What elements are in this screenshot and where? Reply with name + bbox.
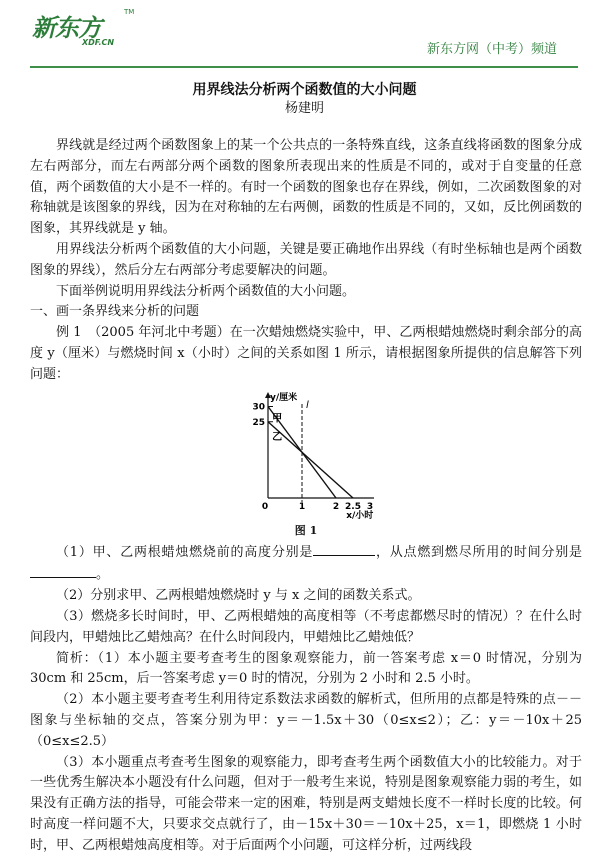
boundary-line-label: l xyxy=(306,399,309,411)
logo-wordmark: 新东方 xyxy=(32,14,101,42)
question-1-part-b: ，从点燃到燃尽所用的时间分别是 xyxy=(375,544,582,560)
section-heading: 一、画一条界线来分析的问题 xyxy=(30,304,200,320)
figure-1 xyxy=(30,386,582,521)
series-label-2: 乙 xyxy=(272,431,283,443)
analysis-2: （2）本小题主要考查考生利用待定系数法求函数的解析式，但所用的点都是特殊的点－－图象与坐标轴的交点，答案分别为甲：y＝－1.5x＋30（0≤x≤2）；乙：y＝－10x＋25（0≤x≤2.5） xyxy=(30,692,582,749)
x-tick-label-5: 3 xyxy=(366,501,374,512)
question-1-part-c: 。 xyxy=(96,567,110,583)
answer-blank-2[interactable] xyxy=(30,563,96,578)
paragraph-intro: 界线就是经过两个函数图象上的某一个公共点的一条特殊直线，这条直线将函数的图象分成左右两部分，而左右两部分两个函数的图象所表现出来的性质是不同的，或对于自变量的任意值，两个函数值的大小是不一样的。有时一个函数的图象也存在界线，例如，二次函数图象的对称轴就是该图象的界线，因为在对称轴的左右两侧，函数的性质是不同的，又如，反比例函数的图象，其界线就是 y 轴。 xyxy=(30,138,582,237)
figure-caption: 图 1 xyxy=(294,523,318,537)
logo-trademark: TM xyxy=(124,8,135,16)
x-tick-label-2: 1 xyxy=(298,501,306,512)
x-axis-label: x/小时 xyxy=(346,510,374,521)
header-divider xyxy=(30,66,578,68)
question-2: （2）分别求甲、乙两根蜡烛燃烧时 y 与 x 之间的函数关系式。 xyxy=(56,588,421,604)
analysis-1: 简析：（1）本小题主要考查考生的图象观察能力，前一答案考虑 x＝0 时情况，分别为 30cm 和 25cm，后一答案考虑 y＝0 时的情况，分别为 2 小时和 2.5 小时。 xyxy=(30,650,582,687)
y-tick-label-2: 25 xyxy=(252,417,265,428)
paragraph-method: 用界线法分析两个函数值的大小问题，关键是要正确地作出界线（有时坐标轴也是两个函数图象的界线），然后分左右两部分考虑要解决的问题。 xyxy=(30,241,582,278)
y-tick-label-1: 30 xyxy=(252,402,265,413)
question-1-part-a: （1）甲、乙两根蜡烛燃烧前的高度分别是 xyxy=(56,544,314,560)
answer-blank-1[interactable] xyxy=(313,541,375,556)
series-label-1: 甲 xyxy=(272,413,283,425)
question-1 xyxy=(30,541,582,587)
article-body xyxy=(30,136,582,857)
x-tick-label-3: 2 xyxy=(332,501,340,512)
channel-name[interactable]: 新东方网（中考）频道 xyxy=(426,42,557,57)
paragraph-lead: 下面举例说明用界线法分析两个函数值的大小问题。 xyxy=(56,283,356,299)
x-tick-label-1: 0 xyxy=(261,501,269,512)
x-tick-label-4: 2.5 xyxy=(345,501,361,512)
article-title: 用界线法分析两个函数值的大小问题 xyxy=(192,82,417,98)
example-1: 例 1 （2005 年河北中考题）在一次蜡烛燃烧实验中，甲、乙两根蜡烛燃烧时剩余部分的高度 y（厘米）与燃烧时间 x（小时）之间的关系如图 1 所示，请根据图象所提供的信息解答下列问题： xyxy=(30,325,582,382)
burning-chart xyxy=(244,386,374,521)
site-logo[interactable] xyxy=(32,8,142,48)
analysis-3: （3）本小题重点考查考生图象的观察能力，即考查考生两个函数值大小的比较能力。对于一些优秀生解决本小题没有什么问题，但对于一般考生来说，特别是图象观察能力弱的考生，如果没有正确方法的指导，可能会带来一定的困难，特别是两支蜡烛长度不一样时长度的比较。何时高度一样问题不大，只要求交点就行了，由－15x＋30＝－10x＋25，x＝1，即燃烧 1 小时时，甲、乙两根蜡烛高度相等。对于后面两个小问题，可这样分析，过两线段 xyxy=(30,754,582,853)
article-author: 杨建明 xyxy=(284,101,324,116)
question-3: （3）燃烧多长时间时，甲、乙两根蜡烛的高度相等（不考虑都燃尽时的情况）？在什么时间段内，甲蜡烛比乙蜡烛高？在什么时间段内，甲蜡烛比乙蜡烛低？ xyxy=(30,608,582,645)
logo-domain: XDF.CN xyxy=(82,38,115,47)
y-axis-label: y/厘米 xyxy=(270,392,298,403)
site-header xyxy=(0,0,609,70)
